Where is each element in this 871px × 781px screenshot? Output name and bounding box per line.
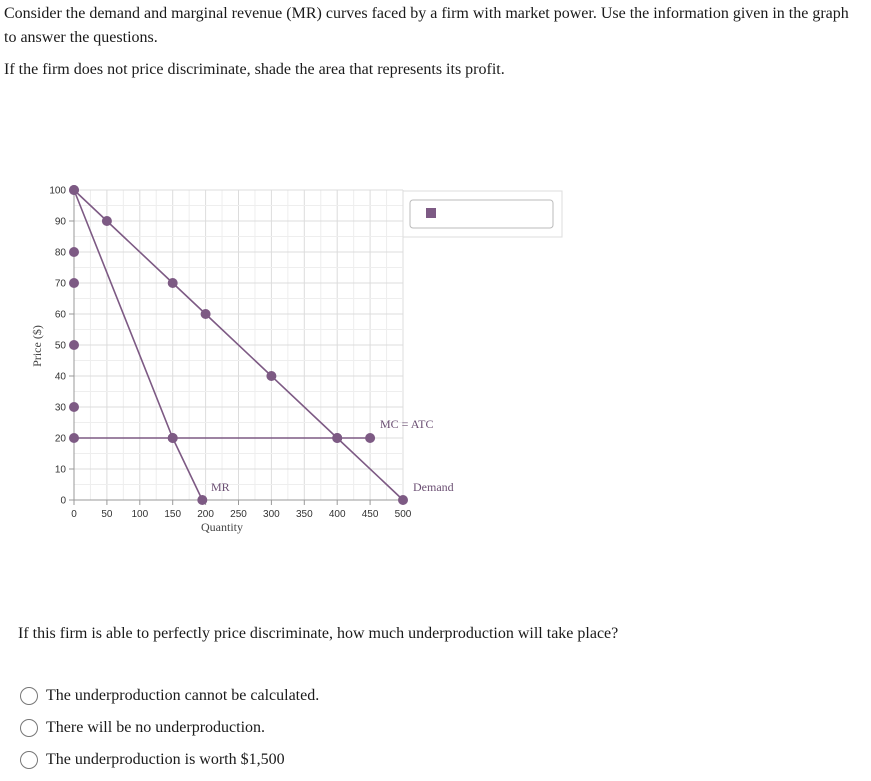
y-tick-label: 10 bbox=[54, 464, 66, 476]
axis-point[interactable] bbox=[69, 340, 79, 350]
demand-curve-point[interactable] bbox=[398, 495, 408, 505]
mc-atc-curve-point[interactable] bbox=[168, 433, 178, 443]
mr-curve-point[interactable] bbox=[197, 495, 207, 505]
axis-point[interactable] bbox=[69, 402, 79, 412]
question-2: If this firm is able to perfectly price discriminate, how much underproduction will take place? bbox=[18, 625, 619, 642]
y-tick-label: 90 bbox=[54, 216, 66, 228]
y-tick-label: 50 bbox=[54, 340, 66, 352]
x-tick-label: 400 bbox=[328, 509, 346, 520]
axis-point[interactable] bbox=[69, 247, 79, 257]
mc-atc-curve-point[interactable] bbox=[332, 433, 342, 443]
demand-curve-point[interactable] bbox=[102, 216, 112, 226]
x-tick-label: 150 bbox=[164, 509, 182, 520]
option-cannot-calculate[interactable] bbox=[20, 680, 319, 712]
y-tick-label: 60 bbox=[54, 309, 66, 321]
demand-curve-point[interactable] bbox=[266, 371, 276, 381]
x-tick-label: 350 bbox=[295, 509, 313, 520]
x-axis-title: Quantity bbox=[201, 520, 243, 534]
y-axis-title: Price ($) bbox=[30, 325, 44, 367]
x-tick-label: 300 bbox=[263, 509, 280, 520]
x-tick-label: 500 bbox=[394, 509, 412, 520]
y-tick-label: 100 bbox=[49, 185, 66, 197]
option-1500[interactable] bbox=[20, 744, 319, 776]
y-tick-label: 70 bbox=[54, 278, 66, 290]
x-tick-label: 50 bbox=[101, 509, 113, 520]
y-tick-label: 0 bbox=[60, 495, 66, 507]
radio-button[interactable] bbox=[20, 751, 38, 769]
y-tick-label: 40 bbox=[54, 371, 66, 383]
y-tick-label: 80 bbox=[54, 247, 66, 259]
answer-options bbox=[20, 680, 319, 776]
shading-tool-swatch[interactable] bbox=[426, 208, 436, 218]
radio-button[interactable] bbox=[20, 719, 38, 737]
x-tick-label: 200 bbox=[197, 509, 214, 520]
demand-curve-point[interactable] bbox=[201, 309, 211, 319]
demand-curve-point[interactable] bbox=[168, 278, 178, 288]
x-tick-label: 100 bbox=[131, 509, 149, 520]
y-tick-label: 30 bbox=[54, 402, 66, 414]
option-no-underproduction[interactable] bbox=[20, 712, 319, 744]
x-tick-label: 0 bbox=[71, 509, 77, 520]
x-tick-label: 450 bbox=[361, 509, 379, 520]
option-label: There will be no underproduction. bbox=[46, 719, 266, 736]
axis-point[interactable] bbox=[69, 278, 79, 288]
radio-button[interactable] bbox=[20, 687, 38, 705]
mr-curve-label: MR bbox=[211, 480, 230, 494]
y-tick-label: 20 bbox=[54, 433, 66, 445]
shading-instruction: If the firm does not price discriminate, shade the area that represents its profit. bbox=[4, 61, 505, 78]
mc-atc-curve-label: MC = ATC bbox=[380, 417, 434, 431]
legend-box[interactable] bbox=[403, 191, 562, 237]
x-tick-label: 250 bbox=[230, 509, 247, 520]
option-label: The underproduction cannot be calculated. bbox=[46, 687, 320, 704]
mc-atc-curve-point[interactable] bbox=[365, 433, 375, 443]
mr-curve-point[interactable] bbox=[69, 185, 79, 195]
option-label: The underproduction is worth $1,500 bbox=[46, 751, 285, 768]
question-intro: Consider the demand and marginal revenue (MR) curves faced by a firm with market power. Use the information given in the graph to answer the questions. bbox=[4, 5, 849, 46]
axes bbox=[49, 186, 411, 521]
demand-mr-chart[interactable] bbox=[0, 170, 600, 550]
demand-curve-label: Demand bbox=[413, 480, 454, 494]
mc-atc-curve-point[interactable] bbox=[69, 433, 79, 443]
